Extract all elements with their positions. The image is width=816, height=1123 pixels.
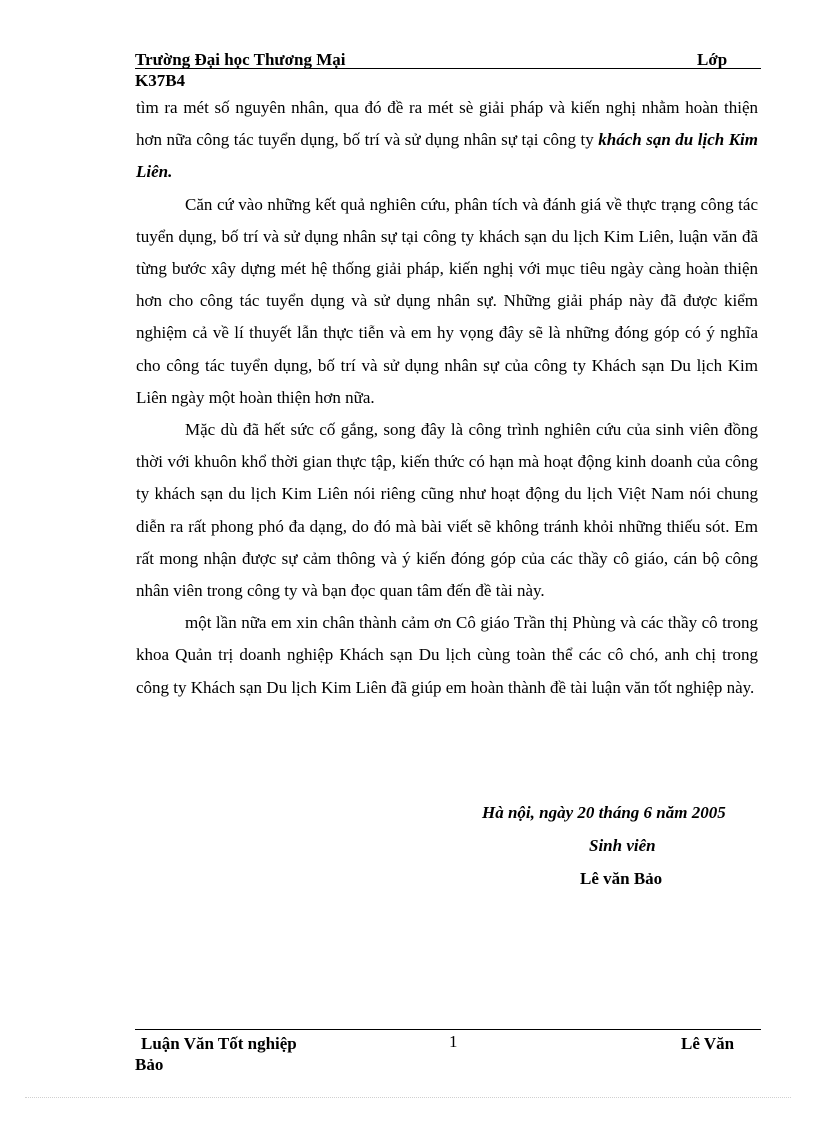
footer-author-cont: Bảo (135, 1055, 164, 1074)
signature-role: Sinh viên (589, 836, 656, 855)
paragraph-3: Mặc dù đã hết sức cố gắng, song đây là công trình nghiên cứu của sinh viên đồng thời với khuôn khổ thời gian thực tập, kiến thức có hạn mà hoạt động kinh doanh của công ty khách sạn du lịch Kim Liên nói riêng cũng như hoạt động du lịch Việt Nam nói chung diễn ra rất phong phó đa dạng, do đó mà bài viết sẽ không tránh khỏi những thiếu sót. Em rất mong nhận được sự cảm thông và ý kiến đóng góp của các thầy cô giáo, cán bộ công nhân viên trong công ty và bạn đọc quan tâm đến đề tài này. (136, 420, 758, 601)
paragraph-1-text: tìm ra mét số nguyên nhân, qua đó đề ra mét sè giải pháp và kiến nghị nhằm hoàn thiện hơn nữa công tác tuyển dụng, bố trí và sử dụng nhân sự tại công ty (136, 98, 758, 150)
company-name-emphasis: khách sạn du lịch Kim Liên. (136, 130, 758, 182)
header-school: Trường Đại học Thương Mại (135, 50, 346, 69)
signature-date: Hà nội, ngày 20 tháng 6 năm 2005 (482, 803, 726, 822)
signature-name: Lê văn Bảo (580, 869, 663, 888)
header-divider (135, 68, 761, 69)
page-number: 1 (449, 1032, 458, 1051)
document-body (136, 92, 758, 704)
header-class-code: K37B4 (135, 71, 186, 90)
paragraph-4: một lần nữa em xin chân thành cảm ơn Cô giáo Trần thị Phùng và các thầy cô trong khoa Quản trị doanh nghiệp Khách sạn Du lịch cùng toàn thể các cô chó, anh chị trong công ty Khách sạn Du lịch Kim Liên đã giúp em hoàn thành đề tài luận văn tốt nghiệp này. (136, 613, 758, 697)
paragraph-2: Căn cứ vào những kết quả nghiên cứu, phân tích và đánh giá về thực trạng công tác tuyển dụng, bố trí và sử dụng nhân sự tại công ty khách sạn du lịch Kim Liên, luận văn đã từng bước xây dựng mét hệ thống giải pháp, kiến nghị với mục tiêu ngày càng hoàn thiện hơn cho công tác tuyển dụng và sử dụng nhân sự. Những giải pháp này đã được kiểm nghiệm cả về lí thuyết lẫn thực tiễn và em hy vọng đây sẽ là những đóng góp có ý nghĩa cho công tác tuyển dụng, bố trí và sử dụng nhân sự của công ty Khách sạn Du lịch Kim Liên ngày một hoàn thiện hơn nữa. (136, 194, 758, 407)
footer-author: Lê Văn (681, 1034, 735, 1053)
paragraph-1 (136, 92, 758, 189)
page-edge (25, 1097, 791, 1098)
header-class-label: Lớp (697, 50, 728, 69)
footer-divider (135, 1029, 761, 1030)
footer-title: Luận Văn Tốt nghiệp (141, 1034, 297, 1053)
